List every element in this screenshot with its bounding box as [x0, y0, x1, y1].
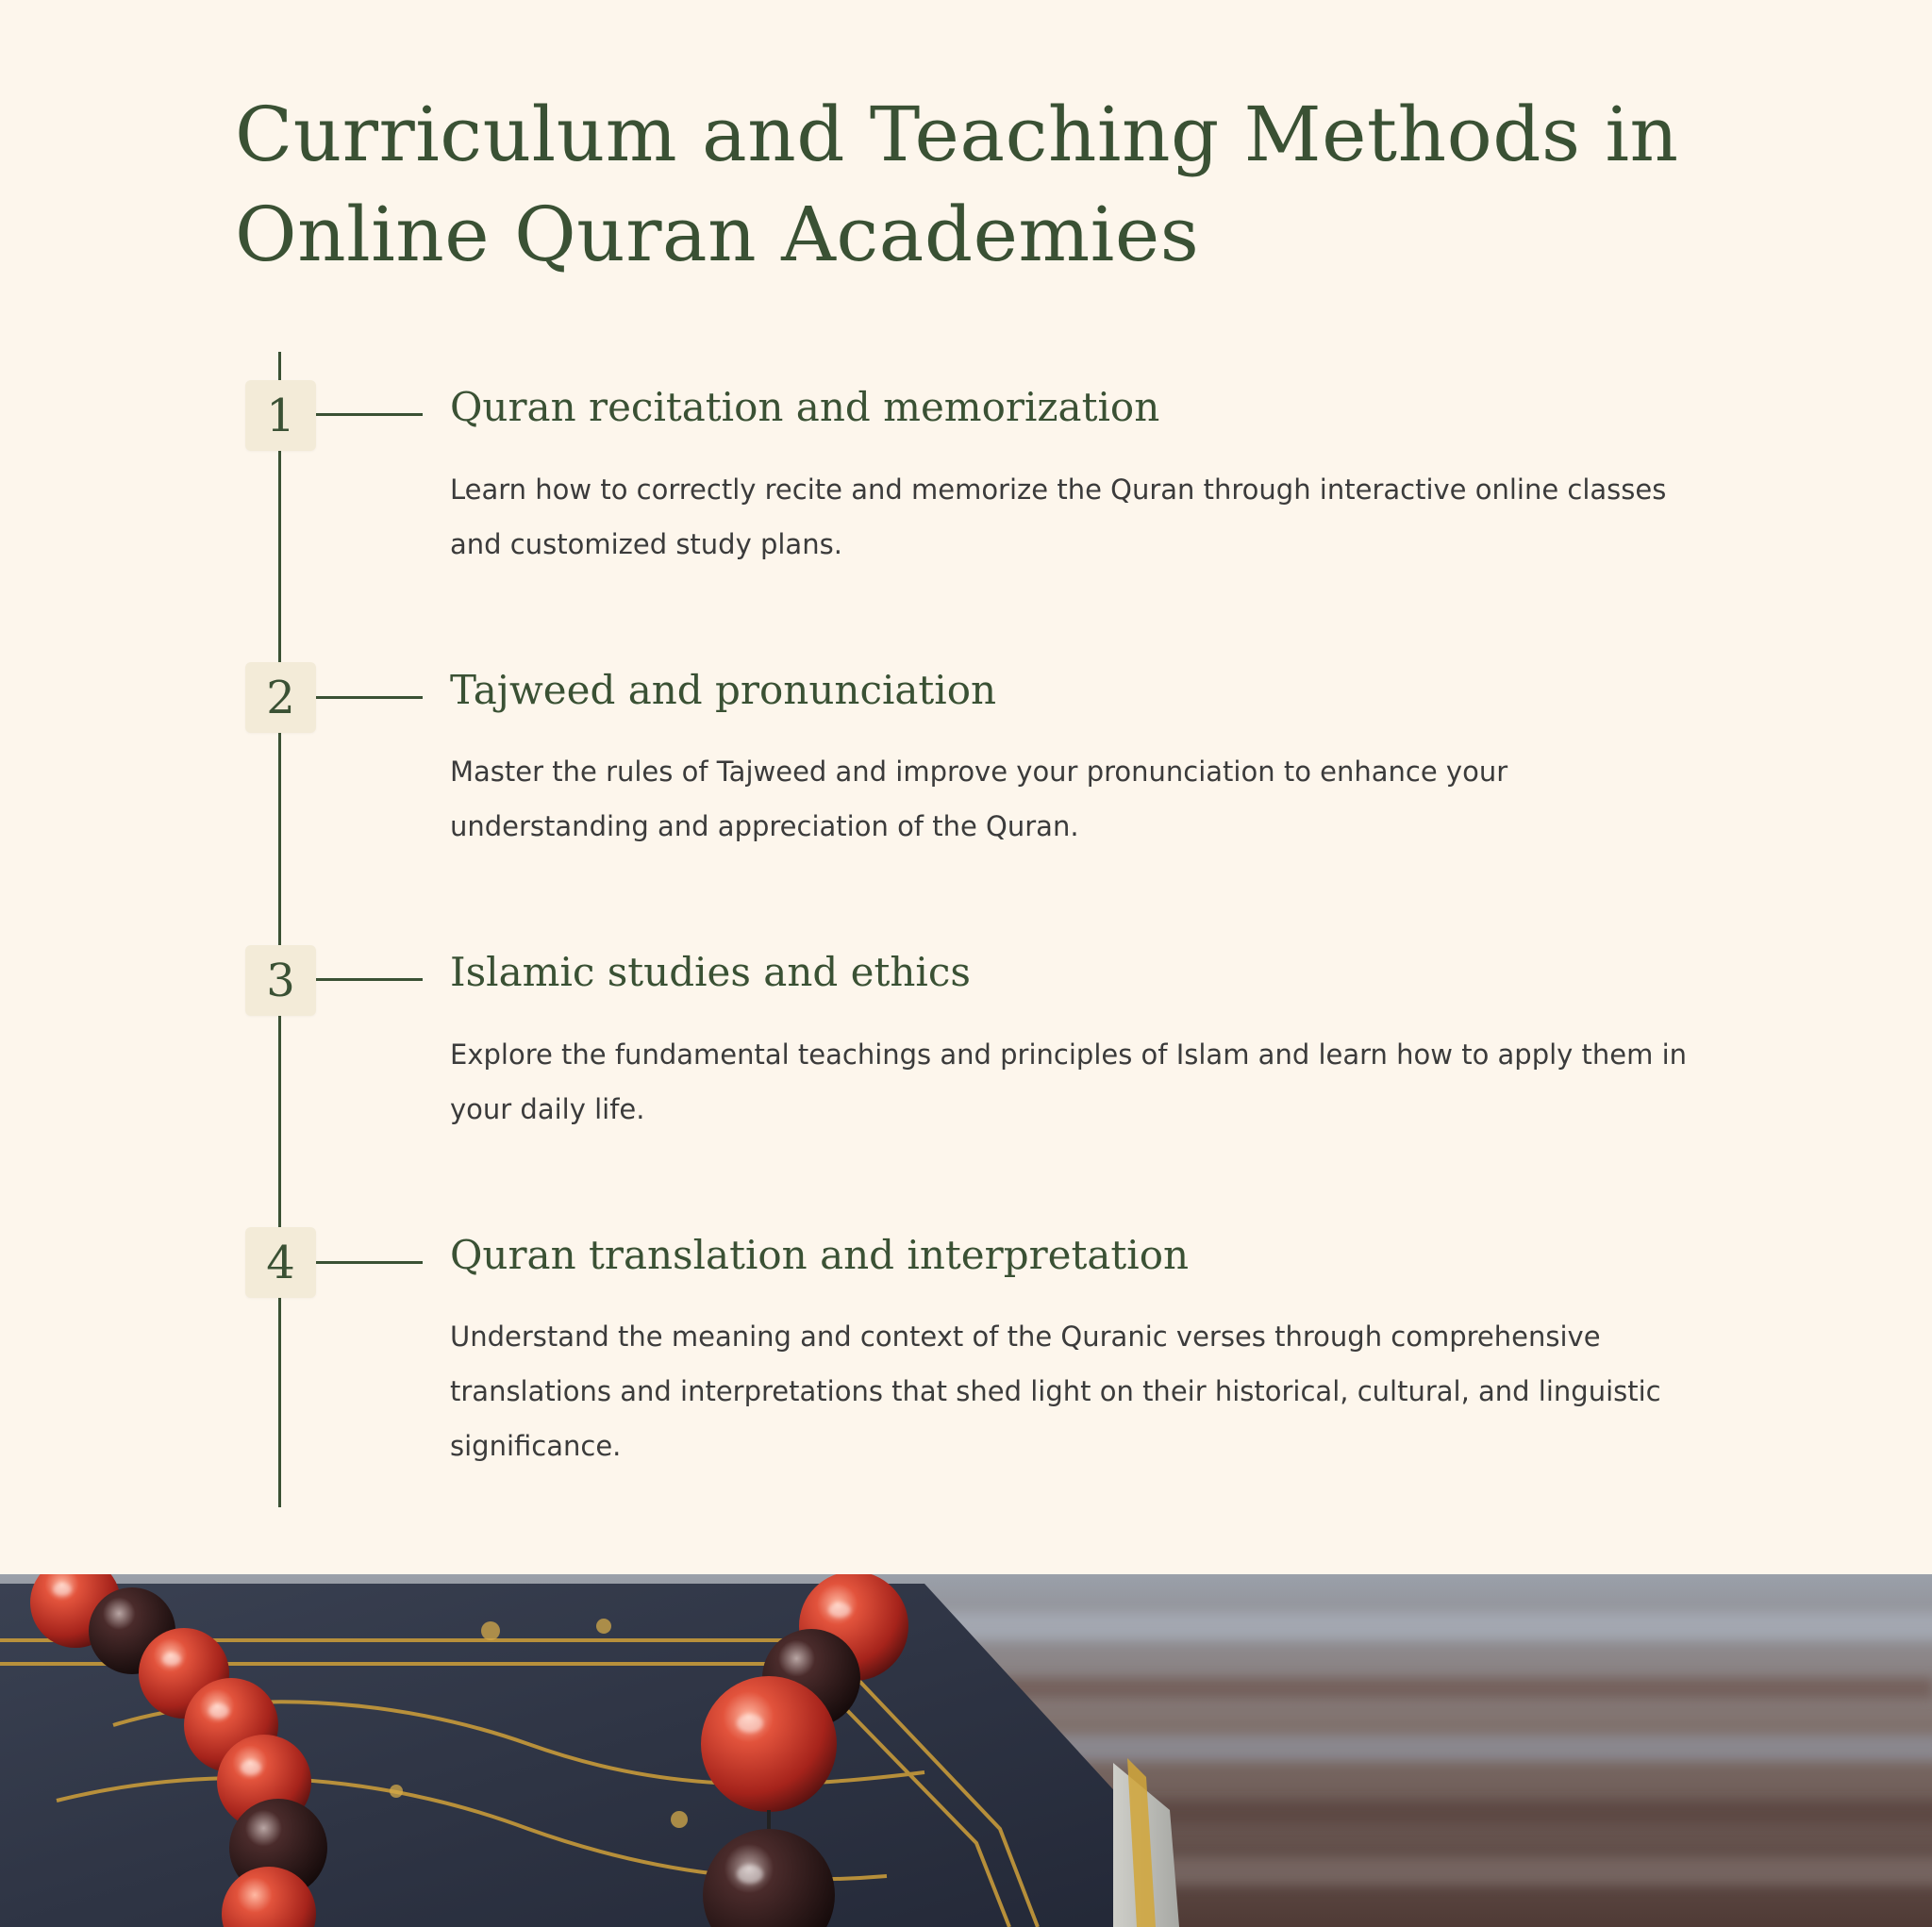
step-heading-1: Quran recitation and memorization: [450, 384, 1160, 430]
timeline-line: [278, 352, 281, 1507]
step-description-3: Explore the fundamental teachings and principles of Islam and learn how to apply them in your daily life.: [450, 1038, 1688, 1125]
step-number-badge-1: 1: [245, 380, 316, 451]
step-heading-3: Islamic studies and ethics: [450, 949, 971, 995]
step-connector-3: [316, 978, 423, 981]
step-number-badge-3: 3: [245, 945, 316, 1016]
step-description-2: Master the rules of Tajweed and improve your pronunciation to enhance your understanding and appreciation of the Quran.: [450, 756, 1508, 842]
step-number-badge-4: 4: [245, 1227, 316, 1298]
step-heading-4: Quran translation and interpretation: [450, 1232, 1190, 1278]
page-title: Curriculum and Teaching Methods in Online Quran Academies: [235, 91, 1679, 278]
step-heading-2: Tajweed and pronunciation: [450, 667, 997, 713]
step-number-badge-2: 2: [245, 662, 316, 733]
step-connector-2: [316, 696, 423, 699]
photo-illustration: [0, 1574, 1932, 1927]
quran-prayer-beads-photo: [0, 1574, 1932, 1927]
step-description-1: Learn how to correctly recite and memorize the Quran through interactive online classes and customized study plans.: [450, 473, 1667, 560]
step-description-4: Understand the meaning and context of the Quranic verses through comprehensive translations and interpretations that shed light on their historical, cultural, and linguistic significance.: [450, 1321, 1661, 1462]
step-connector-1: [316, 413, 423, 416]
step-connector-4: [316, 1261, 423, 1264]
